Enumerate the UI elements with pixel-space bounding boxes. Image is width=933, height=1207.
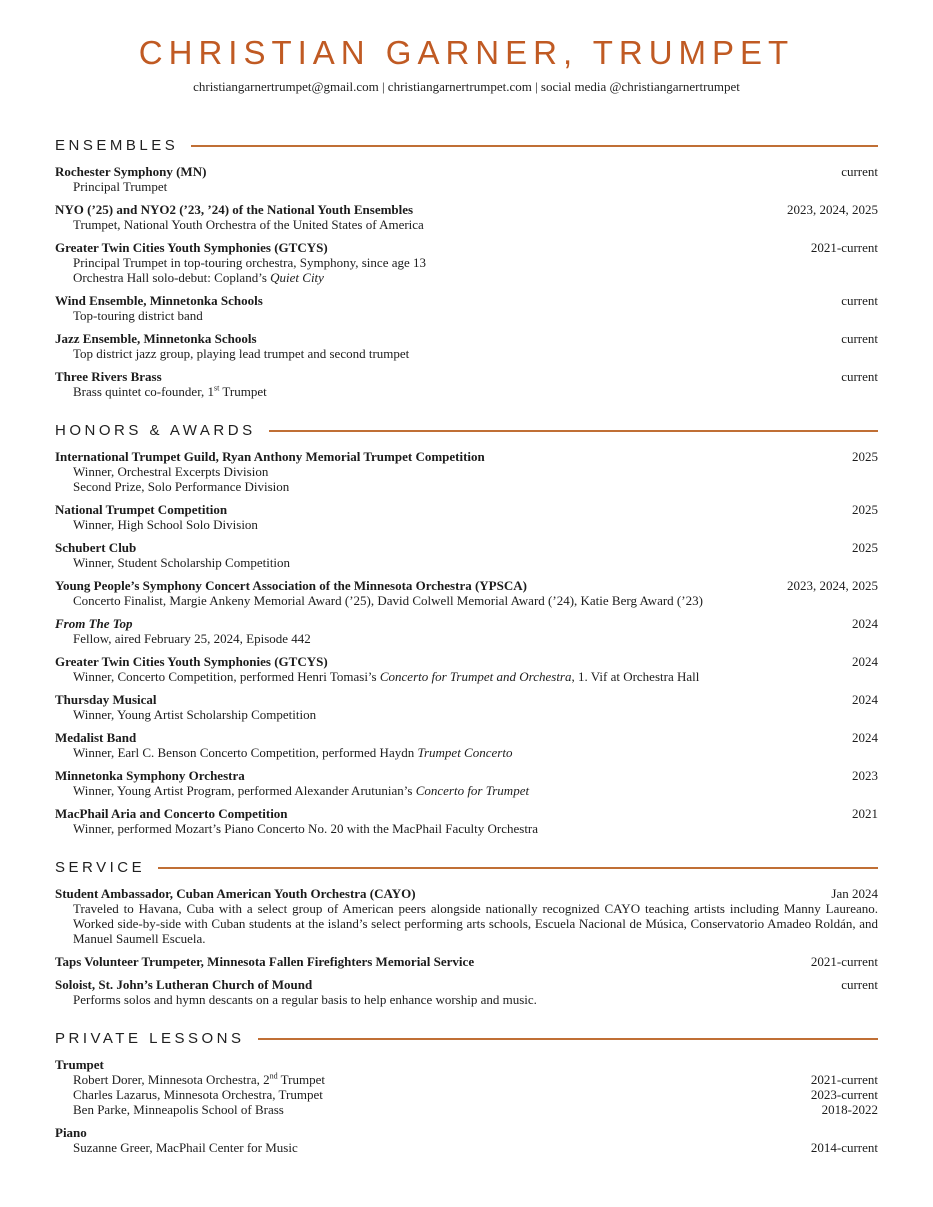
entry-date: current xyxy=(841,331,878,346)
entry xyxy=(55,768,878,798)
entry xyxy=(55,369,878,399)
detail-line xyxy=(55,1087,878,1102)
entry-head xyxy=(55,806,878,821)
entry-date: current xyxy=(841,369,878,384)
entry xyxy=(55,202,878,232)
entry-date: 2024 xyxy=(852,654,878,669)
entry-head xyxy=(55,449,878,464)
detail-text xyxy=(73,669,699,684)
detail-text xyxy=(73,1072,325,1087)
section-title: SERVICE xyxy=(55,859,146,876)
entry-title: MacPhail Aria and Concerto Competition xyxy=(55,806,288,821)
detail-text xyxy=(73,745,512,760)
entry xyxy=(55,954,878,969)
detail-date: 2023-current xyxy=(810,1087,878,1102)
section-header xyxy=(55,1030,878,1047)
section-header xyxy=(55,137,878,154)
section-private-lessons xyxy=(55,1030,878,1155)
italic-text: Trumpet Concerto xyxy=(417,745,513,760)
entry-date: 2024 xyxy=(852,616,878,631)
entry-title: Medalist Band xyxy=(55,730,137,745)
entry-head xyxy=(55,293,878,308)
detail-line xyxy=(55,517,878,532)
detail-text: Winner, Orchestral Excerpts Division xyxy=(73,464,269,479)
plain-text: Winner, Young Artist Program, performed Alexander Arutunian’s xyxy=(73,783,416,798)
section-rule xyxy=(158,867,878,869)
entry xyxy=(55,449,878,494)
entry xyxy=(55,164,878,194)
entry-head xyxy=(55,578,878,593)
entry-head xyxy=(55,369,878,384)
section-title: PRIVATE LESSONS xyxy=(55,1030,245,1047)
entry-date: 2025 xyxy=(852,502,878,517)
entry-date: 2021-current xyxy=(810,954,878,969)
entry-title: Wind Ensemble, Minnetonka Schools xyxy=(55,293,263,308)
entry-title: From The Top xyxy=(55,616,133,631)
entry-details xyxy=(55,707,878,722)
entry-title: Taps Volunteer Trumpeter, Minnesota Fallen Firefighters Memorial Service xyxy=(55,954,475,969)
plain-text: Orchestra Hall solo-debut: Copland’s xyxy=(73,270,271,285)
entry-details xyxy=(55,821,878,836)
detail-text: Concerto Finalist, Margie Ankeny Memorial Award (’25), David Colwell Memorial Award (’24), Katie Berg Award (’23) xyxy=(73,593,703,608)
entry-title: Trumpet xyxy=(55,1057,104,1072)
entry xyxy=(55,1125,878,1155)
detail-text: Second Prize, Solo Performance Division xyxy=(73,479,290,494)
detail-date: 2014-current xyxy=(810,1140,878,1155)
entry xyxy=(55,331,878,361)
detail-text: Trumpet, National Youth Orchestra of the United States of America xyxy=(73,217,424,232)
entry-head xyxy=(55,886,878,901)
detail-text xyxy=(73,384,267,399)
page-title: CHRISTIAN GARNER, TRUMPET xyxy=(138,34,795,71)
superscript-text: st xyxy=(214,383,220,393)
plain-text: Winner, Concerto Competition, performed Henri Tomasi’s xyxy=(73,669,380,684)
section-header xyxy=(55,859,878,876)
section-service xyxy=(55,859,878,1007)
entry-title: Piano xyxy=(55,1125,87,1140)
detail-text: Top district jazz group, playing lead trumpet and second trumpet xyxy=(73,346,410,361)
entry xyxy=(55,977,878,1007)
detail-line xyxy=(55,901,878,946)
entry-details xyxy=(55,593,878,608)
detail-text: Ben Parke, Minneapolis School of Brass xyxy=(73,1102,284,1117)
entry-details xyxy=(55,1072,878,1117)
entry xyxy=(55,240,878,285)
detail-text: Winner, performed Mozart’s Piano Concerto No. 20 with the MacPhail Faculty Orchestra xyxy=(73,821,539,836)
detail-line xyxy=(55,992,878,1007)
entry-details xyxy=(55,464,878,494)
entry-title: Schubert Club xyxy=(55,540,137,555)
entry-date: 2024 xyxy=(852,692,878,707)
section-rule xyxy=(191,145,878,147)
plain-text: Trumpet xyxy=(277,1072,325,1087)
detail-text: Winner, Young Artist Scholarship Competition xyxy=(73,707,317,722)
detail-line xyxy=(55,255,878,270)
detail-line xyxy=(55,270,878,285)
detail-line xyxy=(55,464,878,479)
detail-line xyxy=(55,479,878,494)
entry-date: current xyxy=(841,977,878,992)
detail-line xyxy=(55,593,878,608)
section-rule xyxy=(269,430,878,432)
entry-head xyxy=(55,616,878,631)
plain-text: Brass quintet co-founder, 1 xyxy=(73,384,215,399)
detail-text: Top-touring district band xyxy=(73,308,203,323)
entry-details xyxy=(55,384,878,399)
entry-details xyxy=(55,1140,878,1155)
entry xyxy=(55,730,878,760)
plain-text: Trumpet xyxy=(219,384,267,399)
entry xyxy=(55,578,878,608)
entry xyxy=(55,502,878,532)
entry-head xyxy=(55,331,878,346)
entry-details xyxy=(55,745,878,760)
entry-title: Rochester Symphony (MN) xyxy=(55,164,207,179)
detail-text: Winner, Student Scholarship Competition xyxy=(73,555,291,570)
detail-line xyxy=(55,745,878,760)
entry-title: National Trumpet Competition xyxy=(55,502,228,517)
entry-date: 2023 xyxy=(852,768,878,783)
detail-line xyxy=(55,707,878,722)
entry-details xyxy=(55,992,878,1007)
entry-details xyxy=(55,555,878,570)
entry-date: current xyxy=(841,164,878,179)
entry-head xyxy=(55,977,878,992)
detail-line xyxy=(55,555,878,570)
section-ensembles xyxy=(55,137,878,399)
detail-text: Fellow, aired February 25, 2024, Episode 442 xyxy=(73,631,311,646)
plain-text: Winner, Earl C. Benson Concerto Competition, performed Haydn xyxy=(73,745,418,760)
detail-text xyxy=(73,783,529,798)
entry-head xyxy=(55,954,878,969)
entry-title: Student Ambassador, Cuban American Youth Orchestra (CAYO) xyxy=(55,886,416,901)
entry-title: Greater Twin Cities Youth Symphonies (GTCYS) xyxy=(55,240,328,255)
entry-title: Greater Twin Cities Youth Symphonies (GTCYS) xyxy=(55,654,328,669)
entry-head xyxy=(55,1125,878,1140)
entry xyxy=(55,886,878,946)
superscript-text: nd xyxy=(269,1071,278,1081)
entry xyxy=(55,692,878,722)
entry-details xyxy=(55,179,878,194)
entry-head xyxy=(55,654,878,669)
detail-line xyxy=(55,1140,878,1155)
detail-line xyxy=(55,1102,878,1117)
entry-head xyxy=(55,692,878,707)
detail-text: Suzanne Greer, MacPhail Center for Music xyxy=(73,1140,298,1155)
entry-head xyxy=(55,730,878,745)
entry-head xyxy=(55,164,878,179)
detail-text: Performs solos and hymn descants on a regular basis to help enhance worship and music. xyxy=(73,992,537,1007)
entry-date: 2021-current xyxy=(810,240,878,255)
entry-head xyxy=(55,1057,878,1072)
entry-title: Thursday Musical xyxy=(55,692,157,707)
entry-date: 2021 xyxy=(852,806,878,821)
entry-head xyxy=(55,540,878,555)
entry-details xyxy=(55,783,878,798)
detail-line xyxy=(55,1072,878,1087)
entry-title: Young People’s Symphony Concert Association of the Minnesota Orchestra (YPSCA) xyxy=(55,578,527,593)
entry xyxy=(55,616,878,646)
entry xyxy=(55,540,878,570)
entry-details xyxy=(55,255,878,285)
entry-head xyxy=(55,768,878,783)
detail-date: 2018-2022 xyxy=(821,1102,878,1117)
detail-text: Charles Lazarus, Minnesota Orchestra, Trumpet xyxy=(73,1087,323,1102)
entry xyxy=(55,806,878,836)
detail-text: Principal Trumpet in top-touring orchestra, Symphony, since age 13 xyxy=(73,255,426,270)
entry-title: Minnetonka Symphony Orchestra xyxy=(55,768,245,783)
section-title: ENSEMBLES xyxy=(55,137,179,154)
detail-line xyxy=(55,217,878,232)
italic-text: Concerto for Trumpet xyxy=(415,783,530,798)
entry-date: 2025 xyxy=(852,449,878,464)
entry-date: 2023, 2024, 2025 xyxy=(787,202,878,217)
entry-details xyxy=(55,901,878,946)
entry-title: NYO (’25) and NYO2 (’23, ’24) of the National Youth Ensembles xyxy=(55,202,414,217)
entry-head xyxy=(55,240,878,255)
detail-text xyxy=(73,270,324,285)
entry-date: 2023, 2024, 2025 xyxy=(787,578,878,593)
entry-details xyxy=(55,308,878,323)
entry-date: 2025 xyxy=(852,540,878,555)
entry-head xyxy=(55,502,878,517)
entry-title: International Trumpet Guild, Ryan Anthony Memorial Trumpet Competition xyxy=(55,449,485,464)
italic-text: Quiet City xyxy=(270,270,324,285)
entry-details xyxy=(55,631,878,646)
section-honors-awards xyxy=(55,422,878,836)
detail-line xyxy=(55,179,878,194)
detail-line xyxy=(55,821,878,836)
sections xyxy=(55,137,878,1155)
entry xyxy=(55,654,878,684)
entry-title: Three Rivers Brass xyxy=(55,369,162,384)
entry-details xyxy=(55,346,878,361)
entry-title: Soloist, St. John’s Lutheran Church of Mound xyxy=(55,977,313,992)
section-header xyxy=(55,422,878,439)
section-rule xyxy=(258,1038,879,1040)
entry-details xyxy=(55,669,878,684)
detail-line xyxy=(55,346,878,361)
entry-details xyxy=(55,517,878,532)
detail-text: Winner, High School Solo Division xyxy=(73,517,258,532)
plain-text: , 1. Vif at Orchestra Hall xyxy=(571,669,700,684)
entry xyxy=(55,293,878,323)
document-header xyxy=(55,34,878,95)
entry-date: Jan 2024 xyxy=(831,886,878,901)
detail-text: Principal Trumpet xyxy=(73,179,168,194)
entry-date: 2024 xyxy=(852,730,878,745)
section-title: HONORS & AWARDS xyxy=(55,422,256,439)
entry-details xyxy=(55,217,878,232)
entry xyxy=(55,1057,878,1117)
detail-date: 2021-current xyxy=(810,1072,878,1087)
detail-line xyxy=(55,308,878,323)
detail-text: Traveled to Havana, Cuba with a select group of American peers alongside nationally recognized CAYO teaching artists including Manny Laureano. Worked side-by-side with Cuban students at the island’s select performing arts schools, Escuela Nacional de Música, Conservatorio Amadeo Roldán, and Manuel Saumell Escuela. xyxy=(73,901,878,946)
detail-line xyxy=(55,631,878,646)
detail-line xyxy=(55,384,878,399)
entry-head xyxy=(55,202,878,217)
plain-text: Robert Dorer, Minnesota Orchestra, 2 xyxy=(73,1072,270,1087)
entry-date: current xyxy=(841,293,878,308)
contact-line: christiangarnertrumpet@gmail.com | christiangarnertrumpet.com | social media @christiangarnertrumpet xyxy=(193,79,740,94)
detail-line xyxy=(55,783,878,798)
detail-line xyxy=(55,669,878,684)
entry-title: Jazz Ensemble, Minnetonka Schools xyxy=(55,331,257,346)
italic-text: Concerto for Trumpet and Orchestra xyxy=(379,669,572,684)
